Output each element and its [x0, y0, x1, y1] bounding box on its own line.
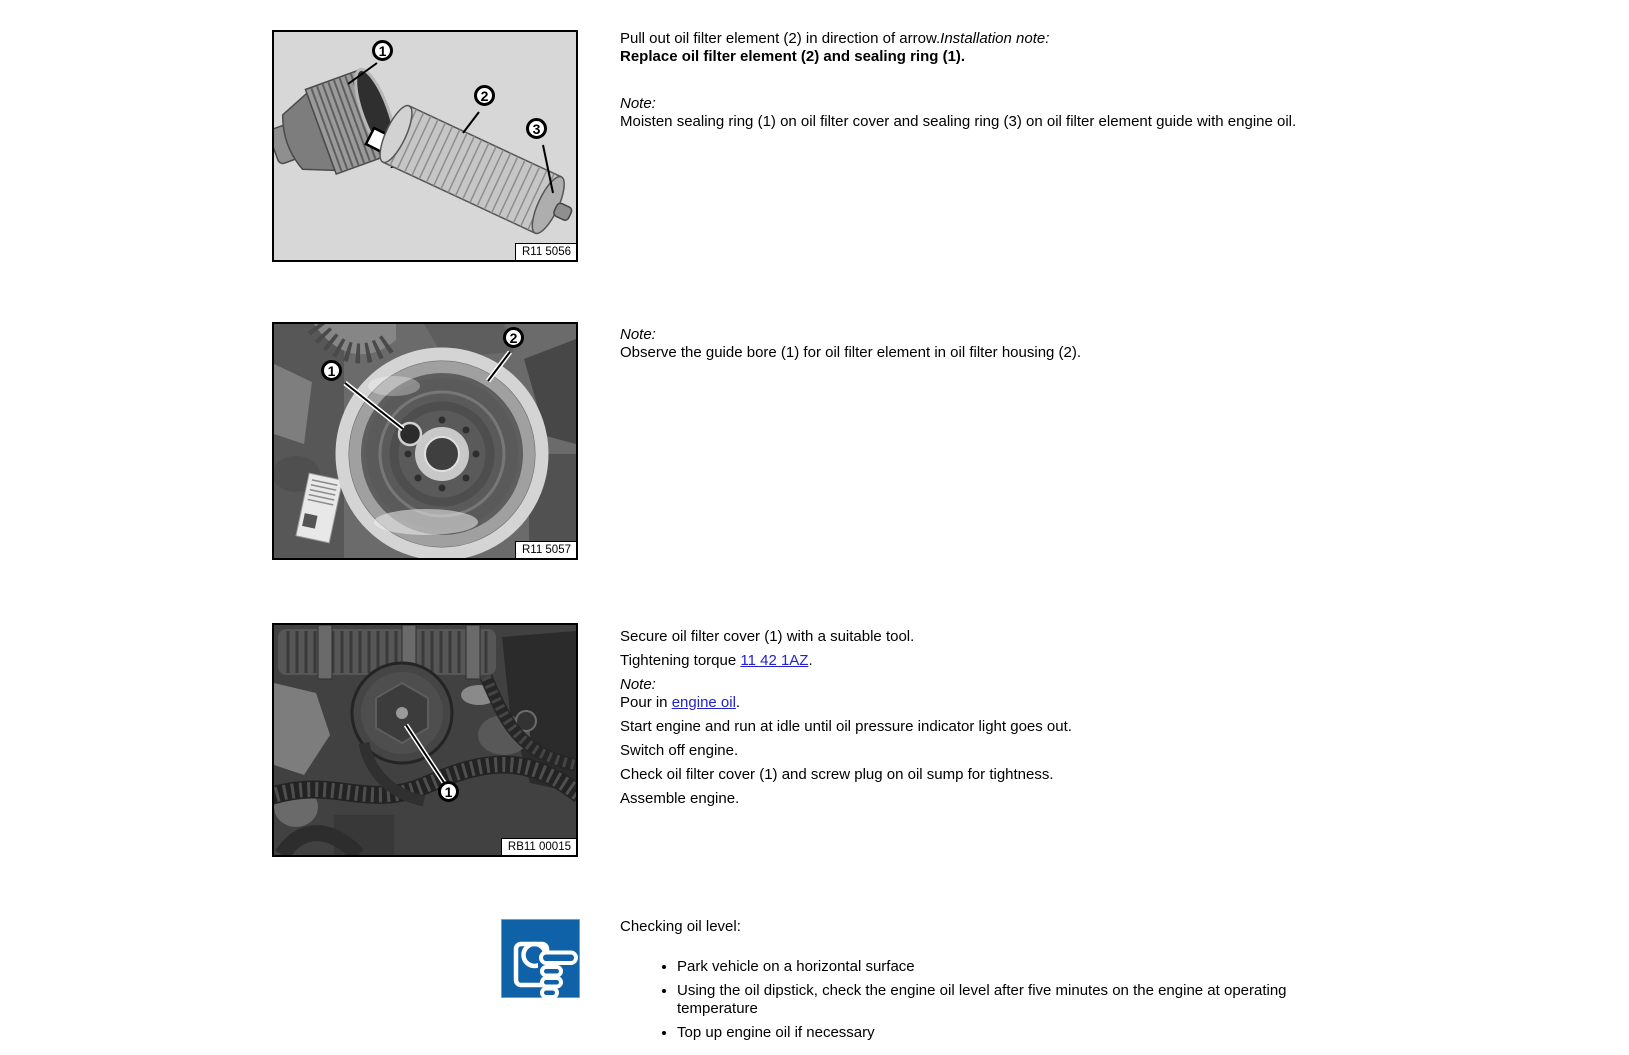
oil-filter-exploded-illustration [274, 32, 576, 260]
checking-oil-level-heading: Checking oil level: [620, 918, 741, 935]
instruction-pour [620, 694, 1320, 712]
callout-number: 1 [378, 42, 387, 59]
callout-number: 2 [509, 329, 518, 346]
torque-spec-link[interactable]: 11 42 1AZ [740, 652, 809, 669]
figure-oil-filter-cover-engine [272, 623, 578, 857]
note-text: Moisten sealing ring (1) on oil filter cover and sealing ring (3) on oil filter element guide with engine oil. [620, 113, 1297, 130]
instruction-torque [620, 652, 1320, 670]
callout-2 [503, 327, 524, 348]
instruction-replace: Replace oil filter element (2) and sealing ring (1). [620, 48, 966, 65]
callout-number: 2 [480, 87, 489, 104]
figure-oil-filter-exploded [272, 30, 578, 262]
instruction-check-tightness: Check oil filter cover (1) and screw plug on oil sump for tightness. [620, 766, 1054, 783]
note-block [620, 95, 1320, 131]
section3-text [620, 628, 1320, 814]
section2-text [620, 326, 1320, 362]
figure-label: RB11 00015 [501, 838, 576, 855]
checklist-item: • Using the oil dipstick, check the engine oil level after five minutes on the engine at operating temperature [677, 982, 1320, 1018]
note-label: Note: [620, 676, 656, 693]
engine-oil-link[interactable]: engine oil [671, 694, 736, 711]
oil-filter-housing-photo [274, 324, 576, 558]
callout-number: 1 [327, 362, 336, 379]
figure-label: R11 5057 [515, 541, 576, 558]
instruction-start-engine: Start engine and run at idle until oil pressure indicator light goes out. [620, 718, 1072, 735]
instruction-secure: Secure oil filter cover (1) with a suitable tool. [620, 628, 915, 645]
torque-prefix: Tightening torque [620, 652, 741, 669]
instruction-pull-out [620, 30, 1320, 48]
note-text: Observe the guide bore (1) for oil filter element in oil filter housing (2). [620, 344, 1082, 361]
callout-1 [438, 781, 459, 802]
oil-level-checklist [620, 958, 1320, 1042]
checklist-item: • Park vehicle on a horizontal surface [677, 958, 1320, 976]
instruction-switch-off: Switch off engine. [620, 742, 739, 759]
section1-text [620, 30, 1320, 131]
note-label-row [620, 676, 1320, 694]
torque-suffix: . [808, 652, 813, 669]
note-label: Note: [620, 326, 656, 343]
callout-number: 3 [532, 120, 541, 137]
installation-note-label: Installation note: [940, 30, 1050, 47]
callout-2 [474, 85, 495, 106]
section4-text [620, 918, 1320, 1048]
figure-oil-filter-housing [272, 322, 578, 560]
pour-prefix: Pour in [620, 694, 672, 711]
figure-label: R11 5056 [515, 243, 576, 260]
callout-1 [321, 360, 342, 381]
callout-1 [372, 40, 393, 61]
instruction-assemble: Assemble engine. [620, 790, 740, 807]
pour-suffix: . [735, 694, 741, 711]
pointing-hand-icon [501, 919, 580, 998]
callout-3 [526, 118, 547, 139]
pull-out-text: Pull out oil filter element (2) in direction of arrow. [620, 30, 941, 47]
engine-bay-photo [274, 625, 576, 855]
checklist-item: • Top up engine oil if necessary [677, 1024, 1320, 1042]
note-label: Note: [620, 95, 656, 112]
callout-number: 1 [444, 783, 453, 800]
